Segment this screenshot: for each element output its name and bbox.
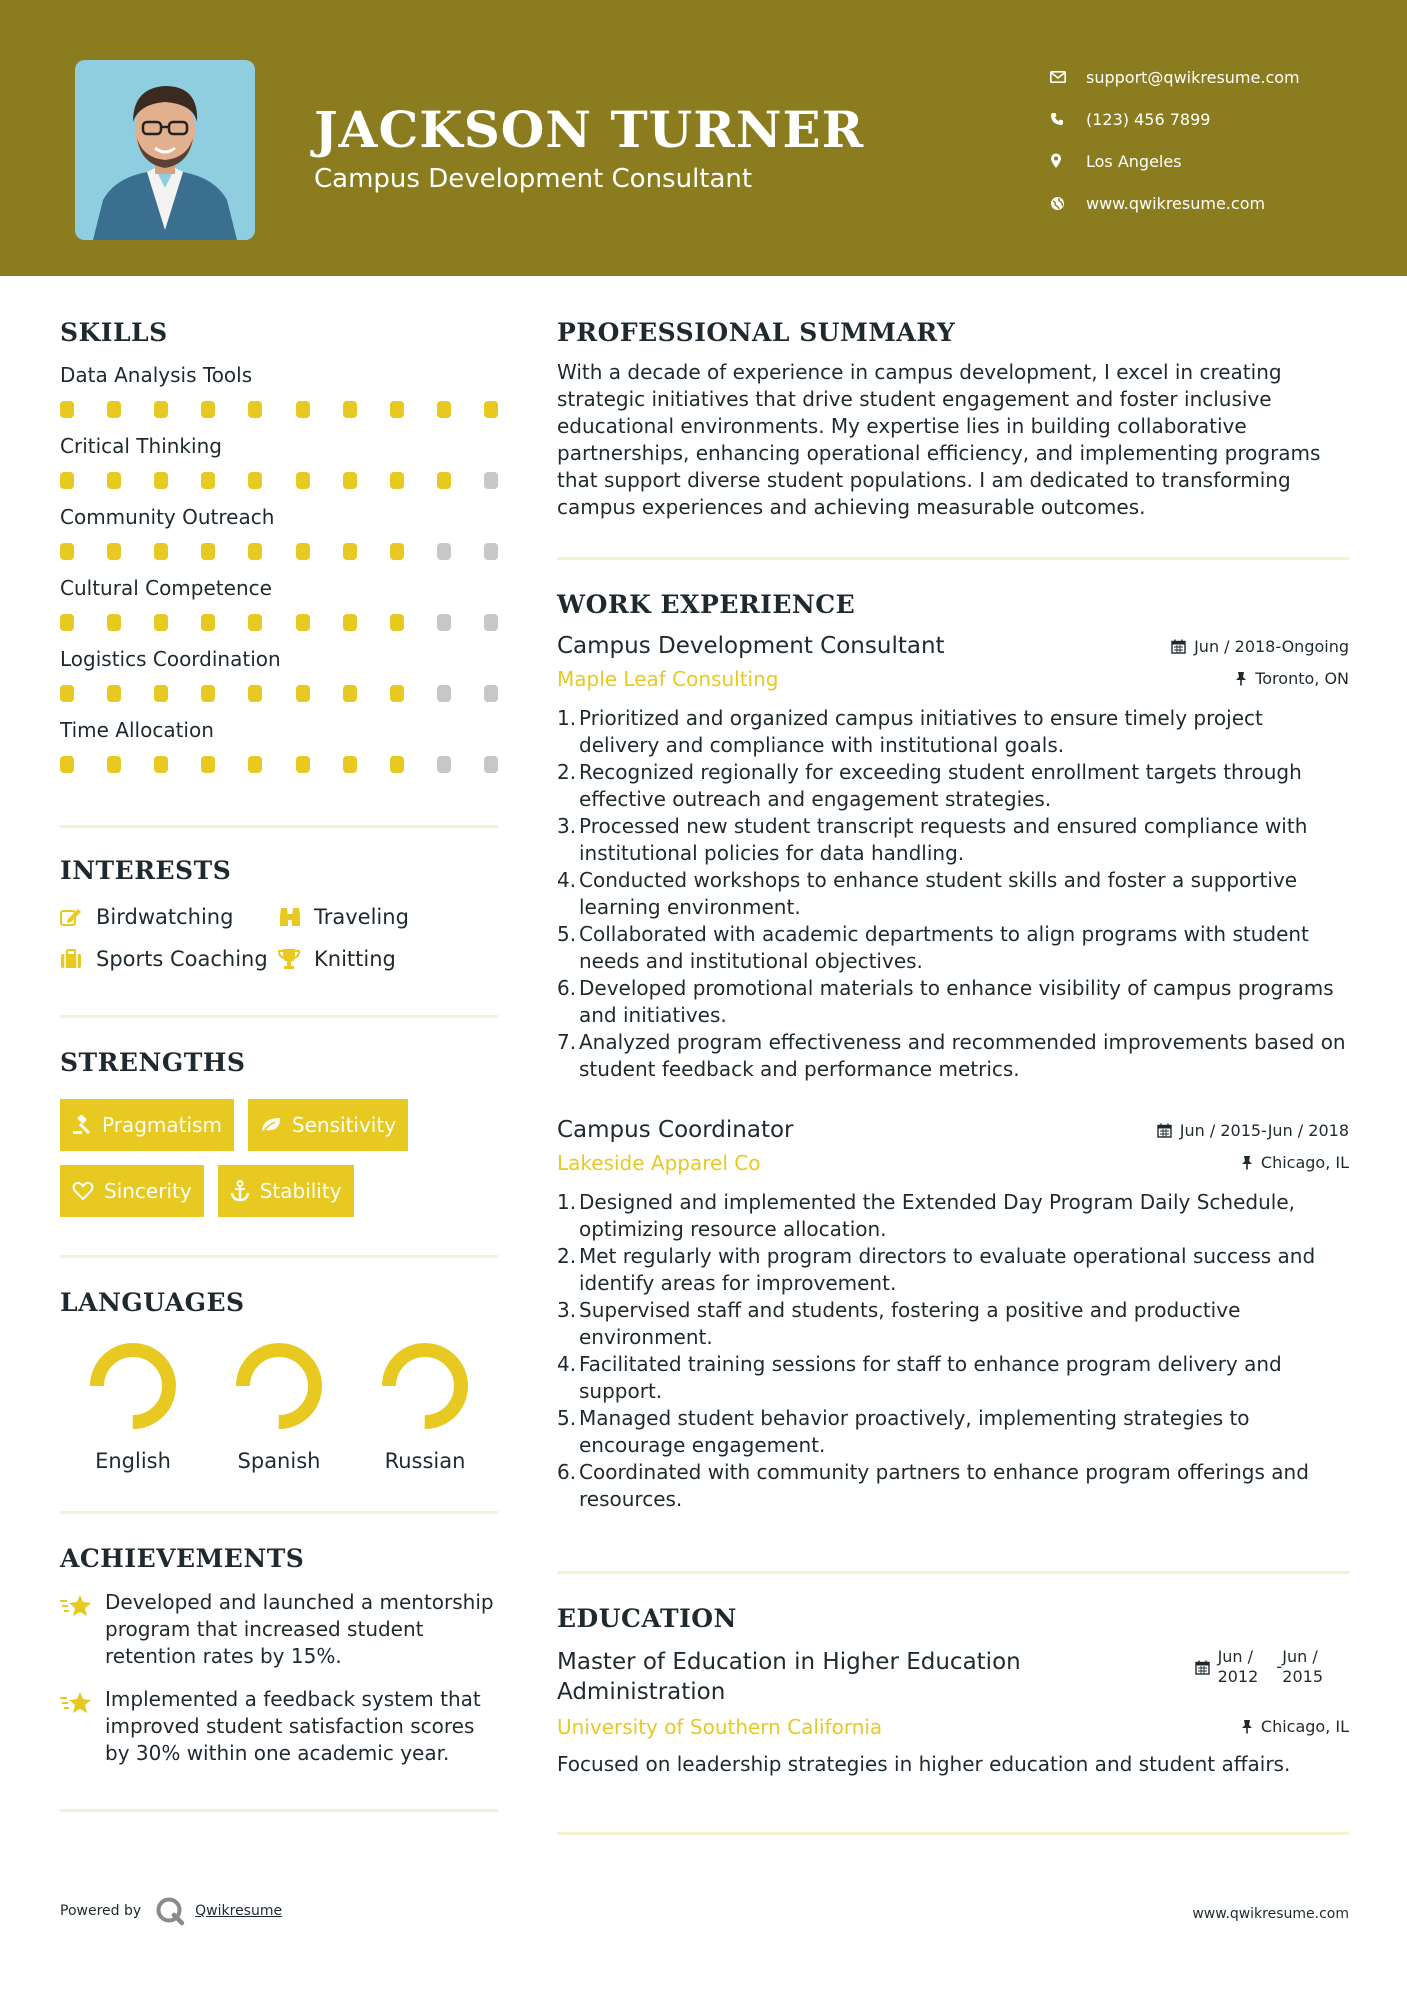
trophy-icon: [278, 948, 314, 970]
language-item: [60, 1337, 206, 1473]
section-divider: [60, 1255, 498, 1258]
pushpin-icon: [1241, 1719, 1253, 1734]
strengths-section: [60, 1048, 498, 1217]
job-location-text: Chicago, IL: [1260, 1153, 1349, 1172]
skill-dot-filled: [107, 401, 121, 418]
job-location-text: Toronto, ON: [1255, 669, 1349, 688]
job-bullet: [557, 1351, 1349, 1405]
languages-heading: LANGUAGES: [60, 1288, 245, 1317]
skill-dot-filled: [248, 401, 262, 418]
degree-line: Master of Education in Higher Education: [557, 1649, 1021, 1675]
job-location: [1241, 1153, 1349, 1172]
job-bullet: [557, 1459, 1349, 1513]
education-heading: EDUCATION: [557, 1604, 737, 1633]
strengths-heading: STRENGTHS: [60, 1048, 246, 1077]
skill-dot-filled: [154, 543, 168, 560]
job-bullet: [557, 867, 1349, 921]
pushpin-icon: [1235, 671, 1247, 686]
job-bullet: [557, 1029, 1349, 1083]
company-name: Lakeside Apparel Co: [557, 1151, 761, 1175]
binoculars-icon: [278, 906, 314, 928]
language-item: [206, 1337, 352, 1473]
experience-section: [557, 590, 1349, 1513]
skill-dot-filled: [201, 756, 215, 773]
bullet-text: Coordinated with community partners to enhance program offerings and resources.: [579, 1460, 1309, 1511]
skill-dot-empty: [484, 756, 498, 773]
language-proficiency-ring: [376, 1337, 474, 1435]
skill-dot-filled: [390, 614, 404, 631]
achievement-item: [60, 1589, 498, 1670]
bullet-text: Managed student behavior proactively, implementing strategies to encourage engagement.: [579, 1406, 1250, 1457]
qwikresume-logo-icon: [155, 1896, 185, 1926]
date-dash: -: [1276, 1657, 1283, 1676]
bullet-number: 6.: [557, 976, 577, 1000]
skill-dot-filled: [60, 472, 74, 489]
bullet-number: 1.: [557, 1190, 577, 1214]
job-bullet: [557, 705, 1349, 759]
skill-dot-filled: [343, 756, 357, 773]
skill-dot-filled: [484, 401, 498, 418]
interests-section: [60, 856, 498, 971]
skill-dot-filled: [390, 543, 404, 560]
leaf-icon: [260, 1116, 282, 1134]
section-divider: [60, 1809, 498, 1812]
achievements-heading: ACHIEVEMENTS: [60, 1544, 305, 1573]
bullet-number: 4.: [557, 1352, 577, 1376]
bullet-number: 4.: [557, 868, 577, 892]
skill-dot-filled: [343, 614, 357, 631]
skill-dot-filled: [296, 614, 310, 631]
bullet-number: 5.: [557, 922, 577, 946]
skill-name: Logistics Coordination: [60, 647, 281, 671]
bullet-number: 1.: [557, 706, 577, 730]
skill-dot-filled: [201, 472, 215, 489]
skill-dot-filled: [296, 401, 310, 418]
bullet-text: Collaborated with academic departments to align programs with student needs and institutional objectives.: [579, 922, 1309, 973]
skill-dot-filled: [60, 614, 74, 631]
section-divider: [557, 557, 1349, 560]
skill-dot-empty: [437, 685, 451, 702]
interest-item: [60, 905, 278, 929]
strength-label: Pragmatism: [102, 1113, 222, 1137]
job-title: Campus Coordinator: [557, 1117, 794, 1143]
skill-dot-filled: [201, 685, 215, 702]
bullet-text: Recognized regionally for exceeding student enrollment targets through effective outreach and engagement strategies.: [579, 760, 1302, 811]
skill-dot-filled: [107, 756, 121, 773]
skill-dot-filled: [343, 685, 357, 702]
skill-name: Data Analysis Tools: [60, 363, 253, 387]
education-location: [1241, 1717, 1349, 1736]
strength-chip: [60, 1165, 204, 1217]
language-proficiency-arc: [97, 1350, 169, 1422]
section-divider: [557, 1571, 1349, 1574]
bullet-number: 6.: [557, 1460, 577, 1484]
skill-rating: [60, 543, 498, 560]
degree-line: Administration: [557, 1679, 726, 1705]
globe-icon: [1050, 195, 1086, 211]
suitcase-icon: [60, 949, 96, 969]
job-bullet: [557, 813, 1349, 867]
strength-chip: [248, 1099, 408, 1151]
skill-dot-filled: [154, 756, 168, 773]
summary-section: [557, 318, 1349, 521]
company-name: Maple Leaf Consulting: [557, 667, 779, 691]
skill-dot-filled: [437, 472, 451, 489]
location-pin-icon: [1050, 153, 1086, 169]
phone-icon: [1050, 111, 1086, 127]
skill-dot-filled: [201, 543, 215, 560]
skill-name: Time Allocation: [60, 718, 214, 742]
language-proficiency-arc: [389, 1350, 461, 1422]
contact-phone[interactable]: [1050, 98, 1380, 140]
job-bullet: [557, 1405, 1349, 1459]
bullet-number: 2.: [557, 1244, 577, 1268]
job-bullets: [557, 1189, 1349, 1513]
languages-list: [60, 1337, 498, 1473]
skill-dot-filled: [296, 472, 310, 489]
skill-dot-empty: [437, 614, 451, 631]
summary-heading: PROFESSIONAL SUMMARY: [557, 318, 956, 347]
skills-heading: SKILLS: [60, 318, 168, 347]
degree-title: [557, 1647, 1021, 1707]
skill-dot-filled: [390, 401, 404, 418]
education-end-month: Jun /: [1282, 1647, 1318, 1666]
interest-label: Sports Coaching: [96, 947, 268, 971]
skill-dot-filled: [154, 401, 168, 418]
job-dates: [1171, 637, 1349, 656]
skill-name: Critical Thinking: [60, 434, 222, 458]
bullet-text: Conducted workshops to enhance student skills and foster a supportive learning environment.: [579, 868, 1298, 919]
contact-website-text: www.qwikresume.com: [1086, 193, 1266, 213]
skill-dot-filled: [154, 685, 168, 702]
education-description: Focused on leadership strategies in higher education and student affairs.: [557, 1752, 1291, 1776]
achievement-text: Developed and launched a mentorship program that increased student retention rates by 15%.: [105, 1590, 494, 1668]
job-bullets: [557, 705, 1349, 1083]
skill-dot-filled: [60, 401, 74, 418]
skill-dot-filled: [60, 543, 74, 560]
strength-label: Sincerity: [104, 1179, 192, 1203]
skill-dot-filled: [107, 685, 121, 702]
skill-dot-empty: [484, 472, 498, 489]
profile-photo: [75, 60, 255, 240]
skill-dot-filled: [107, 543, 121, 560]
education-start-year: 2012: [1217, 1667, 1259, 1686]
contact-email[interactable]: [1050, 56, 1380, 98]
skill-name: Community Outreach: [60, 505, 275, 529]
bullet-number: 3.: [557, 1298, 577, 1322]
job-bullet: [557, 921, 1349, 975]
skill-dot-filled: [343, 472, 357, 489]
education-dates: [1195, 1647, 1323, 1687]
achievement-item: [60, 1686, 498, 1767]
skill-dot-filled: [107, 614, 121, 631]
bullet-number: 5.: [557, 1406, 577, 1430]
skill-dot-filled: [390, 756, 404, 773]
job-entry: [557, 633, 1349, 1083]
language-name: English: [95, 1449, 171, 1473]
job-bullet: [557, 1189, 1349, 1243]
education-section: [557, 1604, 1349, 1778]
bullet-number: 2.: [557, 760, 577, 784]
skill-dot-empty: [484, 614, 498, 631]
language-proficiency-ring: [230, 1337, 328, 1435]
skill-dot-filled: [201, 614, 215, 631]
skill-dot-filled: [248, 685, 262, 702]
skill-dot-filled: [154, 472, 168, 489]
gavel-icon: [72, 1115, 92, 1135]
left-column: [60, 318, 498, 1812]
skill-dot-filled: [248, 614, 262, 631]
skill-dot-filled: [248, 472, 262, 489]
envelope-icon: [1050, 69, 1086, 85]
skill-dot-filled: [343, 543, 357, 560]
skill-rating: [60, 401, 498, 418]
bullet-text: Processed new student transcript requests and ensured compliance with institutional policies for data handling.: [579, 814, 1308, 865]
interest-label: Traveling: [314, 905, 409, 929]
skill-rating: [60, 472, 498, 489]
candidate-title: Campus Development Consultant: [314, 164, 753, 194]
job-location: [1235, 669, 1349, 688]
bullet-text: Developed promotional materials to enhance visibility of campus programs and initiatives.: [579, 976, 1334, 1027]
contact-list: [1050, 56, 1380, 224]
skill-dot-empty: [484, 685, 498, 702]
skill-dot-filled: [390, 685, 404, 702]
job-bullet: [557, 759, 1349, 813]
contact-location-text: Los Angeles: [1086, 151, 1182, 171]
skills-section: [60, 318, 498, 773]
qwikresume-link[interactable]: Qwikresume: [195, 1903, 283, 1919]
skill-dot-filled: [201, 401, 215, 418]
language-name: Spanish: [237, 1449, 321, 1473]
skill-dot-filled: [248, 756, 262, 773]
section-divider: [60, 1511, 498, 1514]
education-start: [1218, 1647, 1259, 1687]
interest-item: [278, 905, 498, 929]
star-icon: [60, 1589, 105, 1670]
section-divider: [557, 1832, 1349, 1835]
right-column: [557, 318, 1349, 1835]
job-title: Campus Development Consultant: [557, 633, 945, 659]
section-divider: [60, 1015, 498, 1018]
calendar-icon: [1171, 639, 1186, 654]
skill-dot-empty: [437, 543, 451, 560]
bullet-text: Met regularly with program directors to evaluate operational success and identify areas for improvement.: [579, 1244, 1316, 1295]
skill-dot-empty: [437, 756, 451, 773]
job-dates-text: Jun / 2015-Jun / 2018: [1179, 1121, 1349, 1140]
skill-dot-filled: [390, 472, 404, 489]
skill-dot-filled: [107, 472, 121, 489]
skill-dot-filled: [248, 543, 262, 560]
interests-heading: INTERESTS: [60, 856, 232, 885]
job-dates: [1157, 1121, 1349, 1140]
contact-location: [1050, 140, 1380, 182]
language-proficiency-arc: [243, 1350, 315, 1422]
skill-dot-filled: [154, 614, 168, 631]
languages-section: [60, 1288, 498, 1473]
star-icon: [60, 1686, 105, 1767]
school-name: University of Southern California: [557, 1715, 883, 1739]
powered-by-text: Powered by: [60, 1903, 142, 1919]
bullet-text: Designed and implemented the Extended Day Program Daily Schedule, optimizing resource allocation.: [579, 1190, 1295, 1241]
skill-rating: [60, 614, 498, 631]
pencil-icon: [60, 907, 96, 927]
skills-list: [60, 363, 498, 773]
language-item: [352, 1337, 498, 1473]
section-divider: [60, 825, 498, 828]
job-entry: [557, 1117, 1349, 1513]
bullet-number: 7.: [557, 1030, 577, 1054]
job-bullet: [557, 1297, 1349, 1351]
candidate-name: JACKSON TURNER: [314, 100, 865, 159]
education-end-year: 2015: [1282, 1667, 1323, 1686]
strength-chip: [218, 1165, 354, 1217]
bullet-text: Prioritized and organized campus initiatives to ensure timely project delivery and compliance with institutional goals.: [579, 706, 1263, 757]
experience-heading: WORK EXPERIENCE: [557, 590, 856, 619]
education-end: [1276, 1647, 1323, 1687]
skill-dot-filled: [437, 401, 451, 418]
skill-name: Cultural Competence: [60, 576, 272, 600]
language-name: Russian: [384, 1449, 466, 1473]
interest-item: [278, 947, 498, 971]
strength-label: Stability: [259, 1179, 342, 1203]
education-start-month: Jun /: [1217, 1647, 1254, 1666]
language-proficiency-ring: [84, 1337, 182, 1435]
contact-website[interactable]: [1050, 182, 1380, 224]
job-dates-text: Jun / 2018-Ongoing: [1194, 637, 1349, 656]
footer-website[interactable]: www.qwikresume.com: [1192, 1906, 1349, 1922]
interest-item: [60, 947, 278, 971]
skill-dot-filled: [60, 756, 74, 773]
contact-phone-text: (123) 456 7899: [1086, 109, 1211, 129]
bullet-text: Supervised staff and students, fostering a positive and productive environment.: [579, 1298, 1241, 1349]
skill-dot-empty: [484, 543, 498, 560]
achievement-text: Implemented a feedback system that improved student satisfaction scores by 30% within one academic year.: [105, 1687, 481, 1765]
skill-dot-filled: [296, 543, 310, 560]
skill-dot-filled: [343, 401, 357, 418]
strength-label: Sensitivity: [291, 1113, 397, 1137]
bullet-text: Facilitated training sessions for staff to enhance program delivery and support.: [579, 1352, 1282, 1403]
calendar-icon: [1157, 1123, 1172, 1138]
bullet-text: Analyzed program effectiveness and recommended improvements based on student feedback and performance metrics.: [579, 1030, 1346, 1081]
achievements-section: [60, 1544, 498, 1767]
heart-icon: [72, 1181, 94, 1201]
interest-label: Birdwatching: [96, 905, 234, 929]
interest-label: Knitting: [314, 947, 396, 971]
anchor-icon: [230, 1180, 250, 1202]
resume-header: [0, 0, 1407, 276]
pushpin-icon: [1241, 1155, 1253, 1170]
skill-dot-filled: [60, 685, 74, 702]
bullet-number: 3.: [557, 814, 577, 838]
calendar-icon: [1195, 1660, 1210, 1675]
skill-rating: [60, 685, 498, 702]
job-bullet: [557, 1243, 1349, 1297]
skill-rating: [60, 756, 498, 773]
education-location-text: Chicago, IL: [1260, 1717, 1349, 1736]
job-bullet: [557, 975, 1349, 1029]
skill-dot-filled: [296, 756, 310, 773]
strength-chip: [60, 1099, 234, 1151]
footer-powered-by: [60, 1896, 282, 1926]
contact-email-text: support@qwikresume.com: [1086, 67, 1300, 87]
skill-dot-filled: [296, 685, 310, 702]
summary-text: With a decade of experience in campus development, I excel in creating strategic initiatives that drive student engagement and foster inclusive educational environments. My expertise lies in building collaborative partnerships, enhancing operational efficiency, and implementing programs that support diverse student populations. I am dedicated to transforming campus experiences and achieving measurable outcomes.: [557, 360, 1321, 519]
